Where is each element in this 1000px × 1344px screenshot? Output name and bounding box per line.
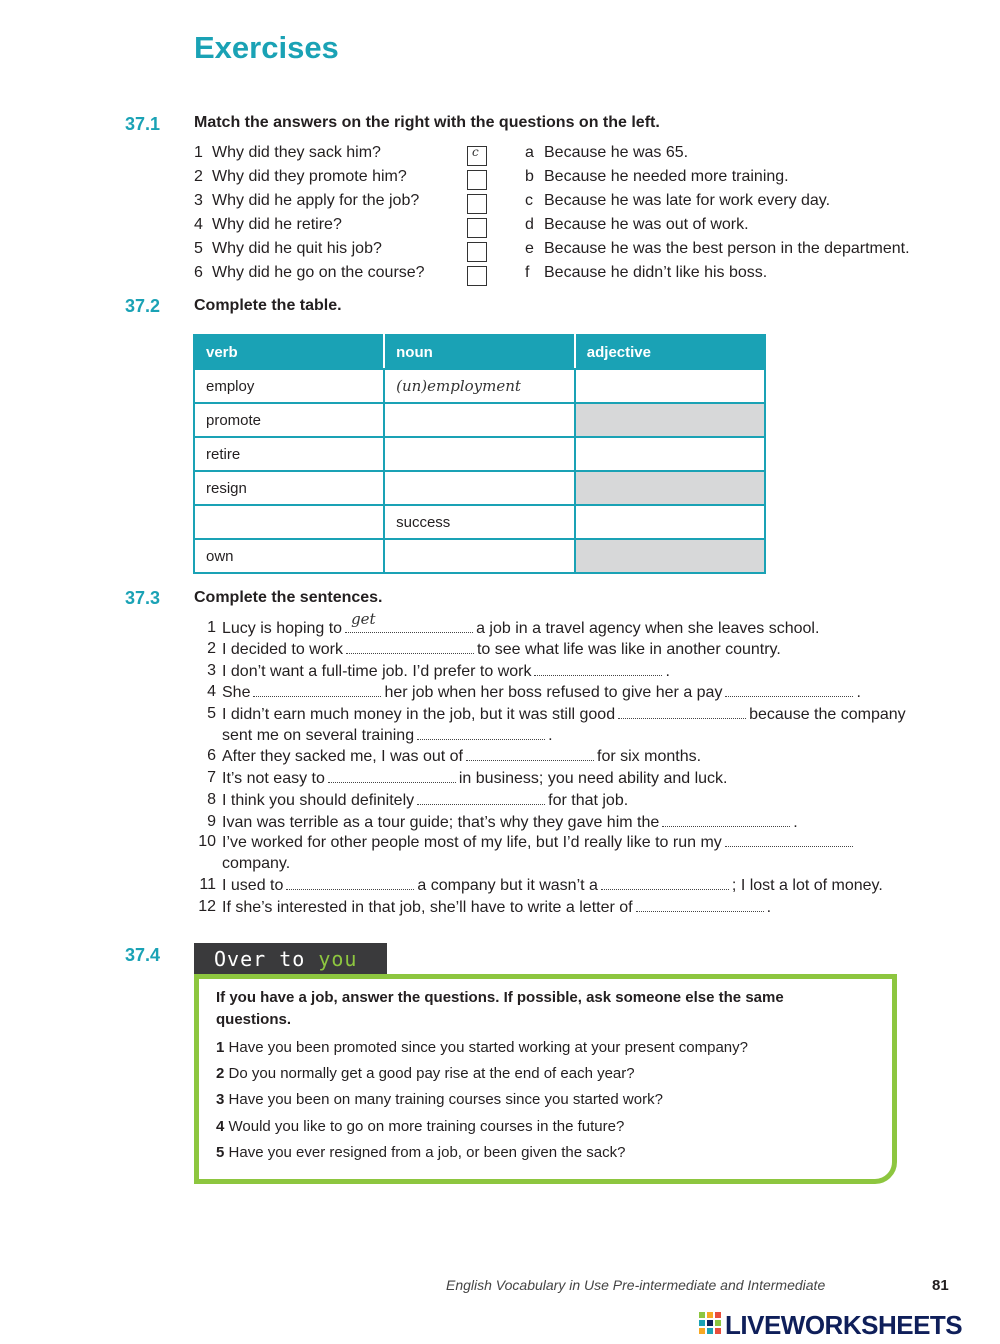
blank-input[interactable] [286, 876, 414, 890]
table-cell: retire [194, 437, 384, 471]
sentence-continuation: sent me on several training . [222, 727, 553, 744]
exercise-number: 37.1 [125, 114, 161, 134]
answer-cell[interactable] [194, 505, 384, 539]
sentence: 10 I’ve worked for other people most of my life, but I’d really like to run my [222, 833, 856, 852]
sentence: 6 After they sacked me, I was out of for six months. [207, 747, 702, 765]
table-cell: resign [194, 471, 384, 505]
blank-input[interactable] [601, 876, 729, 890]
example-answer: get [351, 610, 376, 628]
match-question: 4 Why did he retire? [194, 216, 342, 233]
answer-box[interactable] [467, 194, 487, 214]
blank-input[interactable] [253, 683, 381, 697]
blank-input[interactable] [534, 662, 662, 676]
shaded-cell [575, 471, 765, 505]
discussion-question: 4 Would you like to go on more training courses in the future? [216, 1118, 625, 1135]
blank-input[interactable] [417, 791, 545, 805]
logo-grid-icon [699, 1312, 721, 1334]
table-cell: employ [194, 369, 384, 403]
answer-cell[interactable] [384, 403, 575, 437]
answer-cell[interactable] [575, 505, 765, 539]
word-table [193, 334, 766, 574]
page-title: Exercises [194, 30, 339, 65]
blank-input[interactable] [636, 898, 764, 912]
blank-input[interactable] [328, 769, 456, 783]
blank-input[interactable] [618, 705, 746, 719]
exercise-instruction: Complete the table. [194, 297, 342, 314]
table-row [194, 505, 765, 539]
match-answer: c Because he was late for work every day. [525, 192, 831, 209]
match-answer: f Because he didn’t like his boss. [525, 264, 768, 281]
book-title: English Vocabulary in Use Pre-intermediate and Intermediate [446, 1277, 826, 1293]
table-row [194, 403, 765, 437]
blank-input[interactable] [346, 640, 474, 654]
match-answer: d Because he was out of work. [525, 216, 749, 233]
page-number: 81 [932, 1277, 949, 1294]
table-row [194, 437, 765, 471]
blank-input[interactable] [466, 747, 594, 761]
match-answer: b Because he needed more training. [525, 168, 789, 185]
discussion-question: 3 Have you been on many training courses since you started work? [216, 1091, 663, 1108]
column-header: noun [384, 335, 575, 369]
discussion-question: 1 Have you been promoted since you started working at your present company? [216, 1039, 748, 1056]
blank-input[interactable] [417, 726, 545, 740]
table-header-row [194, 335, 765, 369]
answer-cell[interactable] [575, 437, 765, 471]
match-question: 2 Why did they promote him? [194, 168, 407, 185]
sentence: 8 I think you should definitely for that job. [207, 791, 629, 809]
sentence: 3 I don’t want a full-time job. I’d prefer to work . [207, 662, 670, 680]
sentence: 1 Lucy is hoping to get a job in a travel agency when she leaves school. [207, 610, 820, 637]
table-row [194, 471, 765, 505]
sentence: 4 She her job when her boss refused to give her a pay . [207, 683, 861, 701]
table-cell [384, 369, 575, 403]
answer-cell[interactable] [384, 437, 575, 471]
match-question: 5 Why did he quit his job? [194, 240, 382, 257]
discussion-question: 5 Have you ever resigned from a job, or been given the sack? [216, 1144, 626, 1161]
sentence-continuation: company. [222, 855, 291, 872]
match-answer: a Because he was 65. [525, 144, 689, 161]
discussion-question: 2 Do you normally get a good pay rise at the end of each year? [216, 1065, 635, 1082]
exercise-number: 37.3 [125, 588, 161, 608]
match-question: 1 Why did they sack him? [194, 144, 381, 161]
blank-input[interactable] [662, 813, 790, 827]
example-answer: (un)employment [396, 377, 521, 395]
sentence: 2 I decided to work to see what life was like in another country. [207, 640, 781, 658]
match-question: 6 Why did he go on the course? [194, 264, 425, 281]
table-cell: promote [194, 403, 384, 437]
sentence: 5 I didn’t earn much money in the job, but it was still good because the company [207, 705, 906, 723]
exercise-number: 37.2 [125, 296, 161, 316]
match-question: 3 Why did he apply for the job? [194, 192, 420, 209]
exercise-instruction: Complete the sentences. [194, 589, 383, 606]
column-header: adjective [575, 335, 765, 369]
table-cell: own [194, 539, 384, 573]
blank-input[interactable] [345, 610, 473, 633]
answer-cell[interactable] [575, 369, 765, 403]
shaded-cell [575, 403, 765, 437]
column-header: verb [194, 335, 384, 369]
table-row [194, 369, 765, 403]
answer-box[interactable] [467, 170, 487, 190]
table-row [194, 539, 765, 573]
answer-box[interactable] [467, 146, 487, 166]
exercise-instruction: Match the answers on the right with the questions on the left. [194, 114, 660, 131]
blank-input[interactable] [725, 833, 853, 847]
answer-cell[interactable] [384, 539, 575, 573]
blank-input[interactable] [725, 683, 853, 697]
shaded-cell [575, 539, 765, 573]
answer-cell[interactable] [384, 471, 575, 505]
sentence: 11 I used to a company but it wasn’t a ; I lost a lot of money. [199, 876, 883, 894]
answer-box[interactable] [467, 242, 487, 262]
table-cell: success [384, 505, 575, 539]
over-to-you-tab: Over to you [194, 943, 387, 974]
answer-box[interactable] [467, 266, 487, 286]
exercise-instruction: If you have a job, answer the questions. If possible, ask someone else the same questions. [216, 989, 784, 1028]
sentence: 9 Ivan was terrible as a tour guide; that’s why they gave him the . [207, 813, 798, 831]
answer-box[interactable] [467, 218, 487, 238]
example-answer: c [472, 145, 479, 159]
exercise-number: 37.4 [125, 945, 161, 965]
match-answer: e Because he was the best person in the department. [525, 240, 910, 257]
brand-name: LIVEWORKSHEETS [725, 1310, 963, 1340]
sentence: 12 If she’s interested in that job, she’ll have to write a letter of . [198, 898, 772, 916]
sentence: 7 It’s not easy to in business; you need ability and luck. [207, 769, 728, 787]
